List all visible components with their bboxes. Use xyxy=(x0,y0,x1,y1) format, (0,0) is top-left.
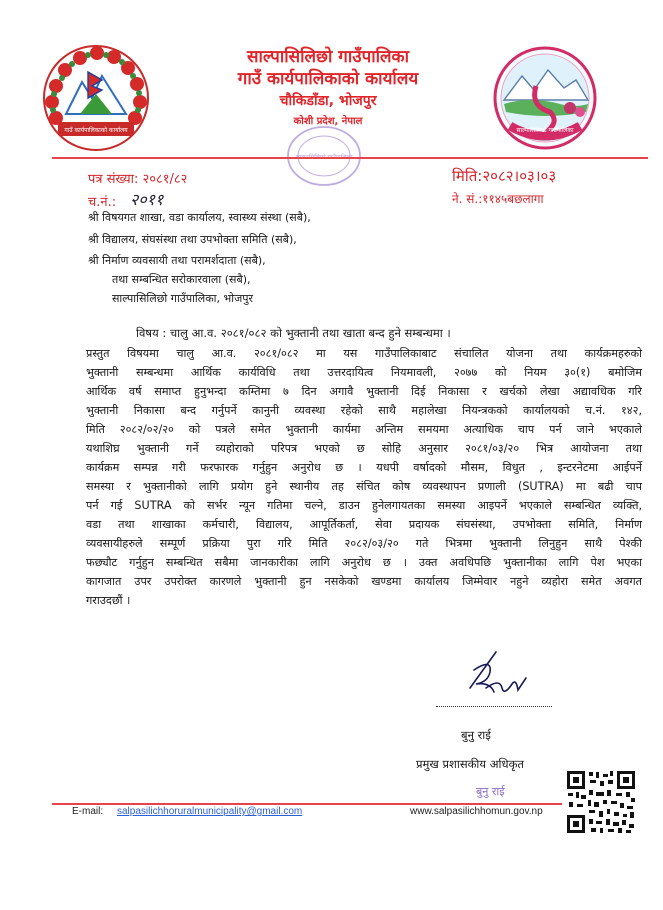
letter-subject: विषय : चालु आ.व. २०८१/०८२ को भुक्तानी तथा खाता बन्द हुने सम्बन्धमा । xyxy=(136,326,451,340)
letter-reference-number: पत्र संख्या: २०८१/८२ xyxy=(88,172,188,187)
body-line: भुक्तानी निकासा बन्द गर्नुपर्ने कानुनी व्यवस्था रहेको साथै महालेखा नियन्त्रकको कार्यालयको च.नं. १४२, xyxy=(86,404,642,417)
body-line: आर्थिक वर्ष समाप्त हुनुभन्दा कम्तिमा ७ दिन अगावै भुक्तानी दिई निकासा र खर्चको लेखा अद्यावधिक गरि xyxy=(86,385,642,398)
name-stamp: बुनु राई xyxy=(476,785,505,798)
footer-divider xyxy=(52,803,562,805)
body-line: फछ्यौट गर्नुहुन सम्बन्धित सबैमा जानकारीका लागि अनुरोध छ । उक्त अवधिपछि भुक्तानीका लागि पेश भएका xyxy=(86,556,642,569)
signature-dotted-line xyxy=(436,706,552,707)
body-line: समस्या र भुक्तानीको लागि प्रयोग हुने स्थानीय तह संचित कोष व्यवस्थापन प्रणाली (SUTRA) मा बढी चाप xyxy=(86,480,642,493)
addressee-line: श्री विद्यालय, संघसंस्था तथा उपभोक्ता समिति (सबै), xyxy=(88,233,297,246)
footer-email-link[interactable]: salpasilichhoruralmunicipality@gmail.com xyxy=(117,806,303,817)
header-municipality-name: साल्पासिलिछो गाउँपालिका xyxy=(246,47,410,67)
body-line: व्यवसायीहरुले सम्पूर्ण प्रक्रिया पुरा गरि मिति २०८२/०३/२० गते भित्रमा भुक्तानी लिनुहुन साथै पेश्की xyxy=(86,537,642,550)
municipality-logo xyxy=(490,46,600,150)
body-line: पर्न गई SUTRA को सर्भर न्यून गतिमा चल्ने, डाउन हुनेलगायतका समस्या आइपर्ने भएकाले सम्बन्धित व्यक्ति, xyxy=(86,499,642,512)
body-line: मिति २०८२/०२/२० को पत्रले समेत भुक्तानी कार्यमा अन्तिम समयमा अत्याधिक चाप पर्न जाने भएकाले xyxy=(86,423,642,436)
signatory-designation: प्रमुख प्रशासकीय अधिकृत xyxy=(416,757,524,771)
nepal-emblem-logo xyxy=(40,42,152,154)
header-address: चौकिडाँडा, भोजपुर xyxy=(279,93,377,109)
handwritten-signature xyxy=(456,648,536,710)
body-line: वडा तथा शाखाका कर्मचारी, विद्यालय, आपूर्तिकर्ता, सेवा प्रदायक संघसंस्था, उपभोक्ता समिति, निर्माण xyxy=(86,518,642,531)
signatory-name: बुनु राई xyxy=(461,728,491,742)
header-divider xyxy=(52,157,648,159)
chalani-number: २०११ xyxy=(130,190,164,209)
chalani-label: च.नं.: xyxy=(88,195,117,210)
footer-website[interactable]: www.salpasilichhomun.gov.np xyxy=(410,806,543,817)
letter-date: मिति:२०८२।०३।०३ xyxy=(452,167,557,185)
addressee-line: तथा सम्बन्धित सरोकारवाला (सबै), xyxy=(112,273,251,286)
addressee-line: श्री विषयगत शाखा, वडा कार्यालय, स्वास्थ्य संस्था (सबै), xyxy=(88,211,311,224)
addressee-line: श्री निर्माण व्यवसायी तथा परामर्शदाता (सबै), xyxy=(88,254,266,267)
body-line: यथाशिघ्र भुक्तानी गर्ने व्यहोराको परिपत्र भएको छ सोहि अनुसार २०८१/०३/२० भित्र आयोजना तथा xyxy=(86,442,642,455)
official-stamp xyxy=(285,124,363,188)
body-line: प्रस्तुत विषयमा चालु आ.व. २०८१/०८२ मा यस गाउँपालिकाबाट संचालित योजना तथा कार्यक्रमहरुको xyxy=(86,347,642,360)
body-line: कार्यक्रम सम्पन्न गरी फरफारक गर्नुहुन अनुरोध छ । यधपी वर्षादको मौसम, विधुत , इन्टरनेटमा आईपर्ने xyxy=(86,461,642,474)
emblem-caption: गाउँ कार्यपालिकाको कार्यालय xyxy=(64,127,128,134)
qr-code xyxy=(566,770,636,834)
nepal-sambat-date: ने. सं.:११४५बछलागा xyxy=(452,192,544,206)
body-line: गराउदछौं । xyxy=(86,594,131,607)
header-province: कोशी प्रदेश, नेपाल xyxy=(293,116,363,127)
footer-email-label: E-mail: xyxy=(72,806,104,817)
body-line: भुक्तानी सम्बन्धमा आर्थिक कार्यविधि तथा उत्तरदायित्व नियमावली, २०७७ को नियम ३०(१) बमोजिम xyxy=(86,366,642,379)
logo-caption: साल्पासिलिछो गाउँपालिका xyxy=(516,127,574,134)
header-office-name: गाउँ कार्यपालिकाको कार्यालय xyxy=(237,69,419,89)
body-line: कागजात उपर उपरोक्त कारणले भुक्तानी हुन नसकेको खण्डमा कार्यालय जिम्मेवार नहुने व्यहोरा समेत अवगत xyxy=(86,575,642,588)
addressee-line: साल्पासिलिछो गाउँपालिका, भोजपुर xyxy=(112,292,254,305)
